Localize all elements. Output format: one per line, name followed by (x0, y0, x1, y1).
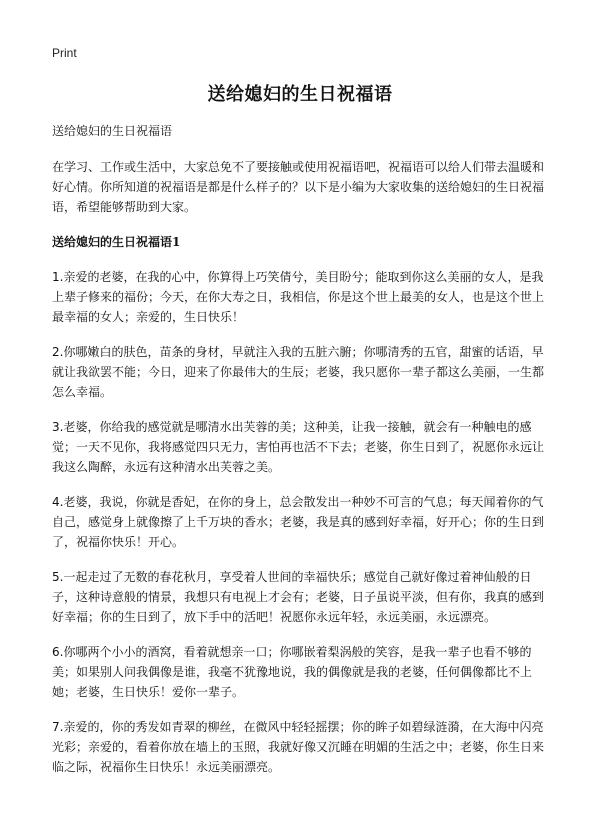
wish-paragraph-1: 1.亲爱的老婆，在我的心中，你算得上巧笑倩兮，美目盼兮；能取到你这么美丽的女人，是我上辈子修来的福份；今天，在你大寿之日，我相信，你是这个世上最美的女人，也是这个世上最幸福的女人；亲爱的，生日快乐！ (52, 270, 545, 324)
wish-paragraph-7: 7.亲爱的，你的秀发如青翠的柳丝，在微风中轻轻摇摆；你的眸子如碧绿涟漪，在大海中闪亮光彩；亲爱的，看着你放在墙上的玉照，我就好像又沉睡在明媚的生活之中；老婆，你生日来临之际，祝福你生日快乐！永远美丽漂亮。 (52, 720, 545, 774)
wish-paragraph-2: 2.你哪嫩白的肤色，苗条的身材，早就注入我的五脏六腑；你哪清秀的五官，甜蜜的话语，早就让我欲罢不能；今日，迎来了你最伟大的生辰；老婆，我只愿你一辈子都这么美丽，一生都怎么幸福。 (52, 345, 545, 399)
article-body (52, 121, 548, 792)
wish-paragraph-5: 5.一起走过了无数的春花秋月，享受着人世间的幸福快乐；感觉自己就好像过着神仙般的日子，这种诗意般的情景，我想只有电视上才会有；老婆，日子虽说平淡，但有你，我真的感到好幸福；你的生日到了，放下手中的活吧！祝愿你永远年轻，永远美丽，永远漂亮。 (52, 570, 545, 624)
wish-paragraph-4: 4.老婆，我说，你就是香妃，在你的身上，总会散发出一种妙不可言的气息；每天闻着你的气自己，感觉身上就像擦了上千万块的香水；老婆，我是真的感到好幸福，好开心；你的生日到了，祝福你快乐！开心。 (52, 495, 545, 549)
wish-paragraph-3: 3.老婆，你给我的感觉就是哪清水出芙蓉的美；这种美，让我一接触，就会有一种触电的感觉；一天不见你，我将感觉四只无力，害怕再也活不下去；老婆，你生日到了，祝愿你永远让我这么陶醉，永远有这种清水出芙蓉之美。 (52, 420, 545, 474)
article-subtitle: 送给媳妇的生日祝福语 (52, 124, 173, 138)
print-link[interactable]: Print (52, 46, 77, 60)
page-title: 送给媳妇的生日祝福语 (207, 84, 393, 105)
wish-paragraph-6: 6.你哪两个小小的酒窝，看着就想亲一口；你哪嵌着梨涡般的笑容，是我一辈子也看不够的美；如果别人问我偶像是谁，我毫不犹豫地说，我的偶像就是我的老婆，任何偶像都比不上她；老婆，生日快乐！爱你一辈子。 (52, 645, 533, 699)
section-heading: 送给媳妇的生日祝福语1 (52, 235, 181, 249)
intro-paragraph: 在学习、工作或生活中，大家总免不了要接触或使用祝福语吧，祝福语可以给人们带去温暖和好心情。你所知道的祝福语是都是什么样子的？以下是小编为大家收集的送给媳妇的生日祝福语，希望能够帮助到大家。 (52, 160, 545, 214)
